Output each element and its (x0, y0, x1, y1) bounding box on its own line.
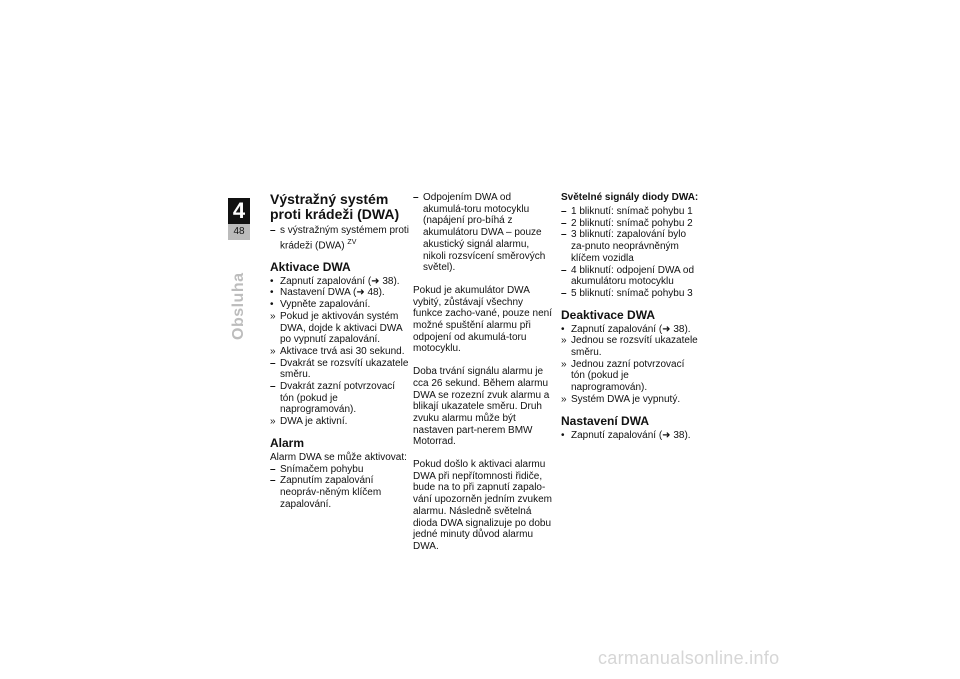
list-item: – Dvakrát se rozsvítí ukazatele směru. (270, 358, 410, 381)
column-1 (270, 192, 410, 510)
activation-list (270, 276, 410, 428)
heading-alarm: Alarm (270, 435, 305, 450)
heading-deactivation: Deaktivace DWA (561, 307, 656, 322)
list-item: » DWA je aktivní. (270, 416, 410, 428)
heading-signals: Světelné signály diody DWA: (561, 192, 699, 203)
equipment-note: – s výstražným systémem proti krádeži (DWA) $^{ZV}$ (270, 225, 410, 252)
list-item: – 1 bliknutí: snímač pohybu 1 (561, 206, 701, 218)
list-item: » Jednou se rozsvítí ukazatele směru. (561, 335, 701, 358)
list-item: • Nastavení DWA (➜ 48). (270, 287, 410, 299)
list-item: » Systém DWA je vypnutý. (561, 394, 701, 406)
page-number: 48 (228, 224, 250, 240)
list-item: • Zapnutí zapalování (➜ 38). (270, 276, 410, 288)
list-item: » Aktivace trvá asi 30 sekund. (270, 346, 410, 358)
list-item: – 2 bliknutí: snímač pohybu 2 (561, 218, 701, 230)
list-item: – Zapnutím zapalování neopráv-něným klíčem zapalování. (270, 475, 410, 510)
section-tab (226, 240, 252, 340)
section-label: Obsluha (230, 272, 247, 340)
heading-activation: Aktivace DWA (270, 259, 351, 274)
page-title: Výstražný systém proti krádeži (DWA) (270, 191, 400, 222)
deactivation-list (561, 324, 701, 406)
list-item: – Dvakrát zazní potvrzovací tón (pokud je naprogramován). (270, 381, 410, 416)
signals-list (561, 206, 701, 300)
heading-setting: Nastavení DWA (561, 413, 650, 428)
list-item: – 4 bliknutí: odpojení DWA od akumulátoru motocyklu (561, 265, 701, 288)
column-2 (413, 192, 553, 564)
list-item: » Jednou zazní potvrzovací tón (pokud je naprogramován). (561, 359, 701, 394)
list-item: – 5 bliknutí: snímač pohybu 3 (561, 288, 701, 300)
paragraph: Doba trvání signálu alarmu je cca 26 sekund. Během alarmu DWA se rozezní zvuk alarmu a blikají ukazatele směru. Druh zvuku alarmu může být nastaven part-nerem BMW Motorrad. (413, 366, 550, 448)
paragraph: Pokud je akumulátor DWA vybitý, zůstávají všechny funkce zacho-vané, pouze není možné spuštění alarmu při odpojení od akumulá-toru motocyklu. (413, 284, 552, 355)
list-item: • Vypněte zapalování. (270, 299, 410, 311)
setting-list (561, 430, 701, 442)
list-item: – Snímačem pohybu (270, 464, 410, 476)
paragraph: Pokud došlo k aktivaci alarmu DWA při nepřítomnosti řidiče, bude na to při zapnutí zapalo-vání upozorněn jedním zvukem alarmu. Následně světelná dioda DWA signalizuje po dobu jedné minuty důvod alarmu DWA. (413, 459, 552, 552)
list-item: • Zapnutí zapalování (➜ 38). (561, 324, 701, 336)
watermark: carmanualsonline.info (598, 648, 780, 668)
column-3 (561, 192, 701, 441)
alarm-intro: Alarm DWA se může aktivovat: (270, 451, 407, 463)
list-item: » Pokud je aktivován systém DWA, dojde k aktivaci DWA po vypnutí zapalování. (270, 311, 410, 346)
optional-equipment-mark: ZV (347, 238, 357, 246)
alarm-list (270, 464, 410, 511)
list-item: • Zapnutí zapalování (➜ 38). (561, 430, 701, 442)
chapter-number: 4 (228, 198, 250, 224)
list-item: – Odpojením DWA od akumulá-toru motocyklu (napájení pro-bíhá z akumulátoru DWA – pouze akustický signál alarmu, nikoli rozsvícení směrových světel). (413, 192, 553, 274)
list-item: – 3 bliknutí: zapalování bylo za-pnuto neoprávněným klíčem vozidla (561, 229, 701, 264)
